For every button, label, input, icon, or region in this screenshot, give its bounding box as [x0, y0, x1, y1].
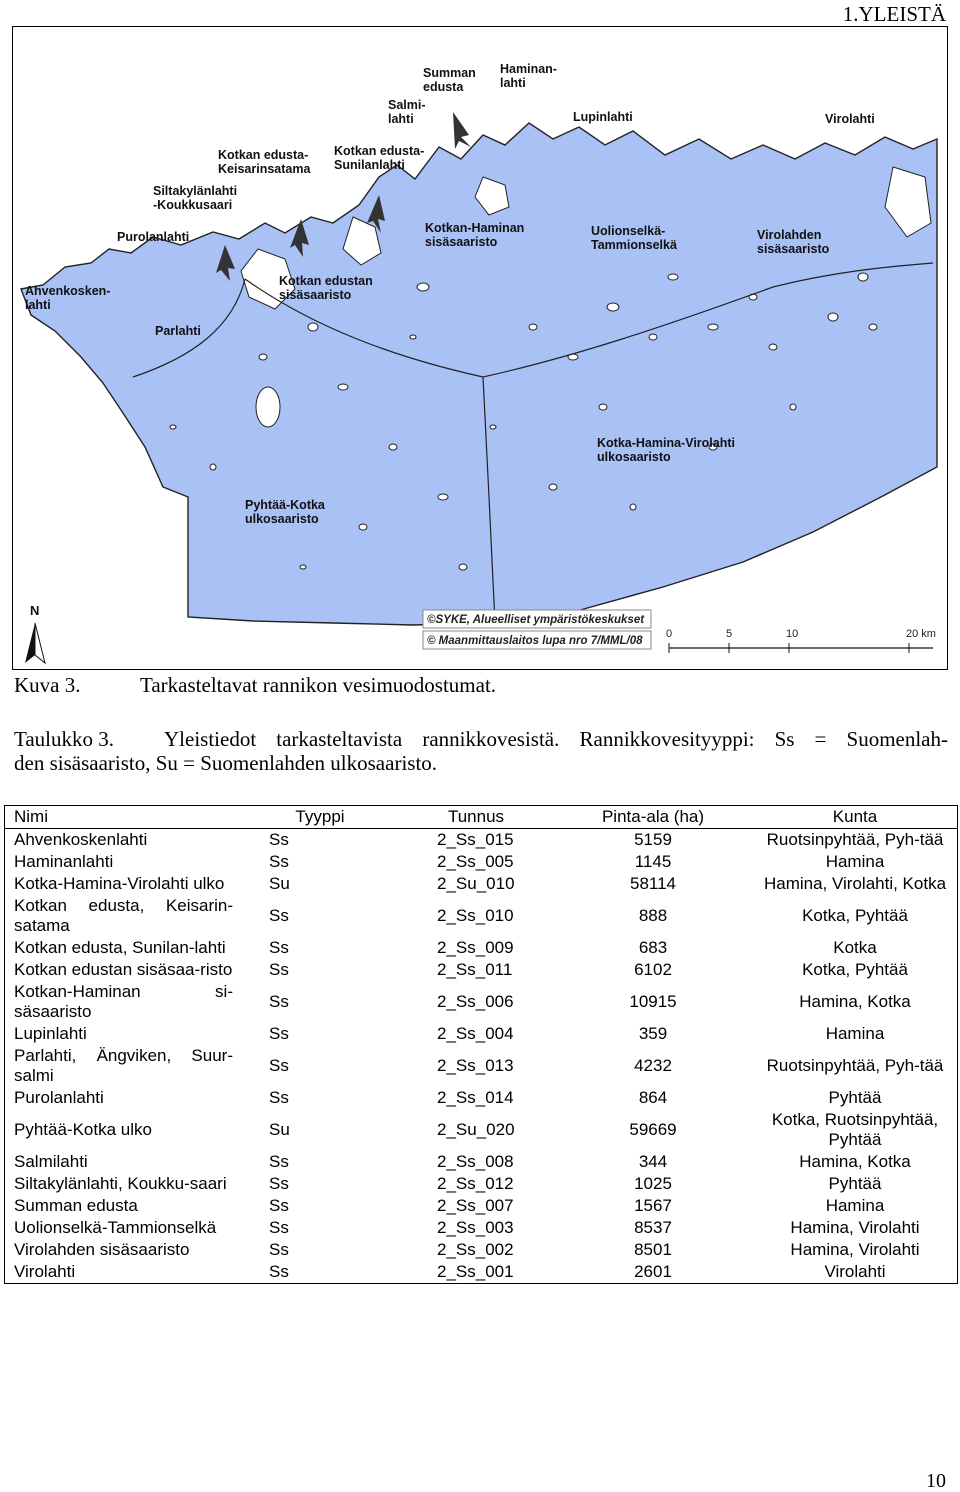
- map-label-line: Keisarinsatama: [218, 162, 311, 176]
- north-arrow-icon: [25, 603, 45, 663]
- map-label-line: Kotkan edustan: [279, 274, 373, 288]
- table-row: [5, 873, 957, 895]
- map-label-line: Purolanlahti: [117, 230, 190, 244]
- island: [256, 387, 280, 427]
- cell-area: 2601: [634, 1261, 672, 1281]
- island: [649, 334, 657, 340]
- cell-area: 864: [638, 1087, 668, 1107]
- island: [708, 324, 718, 330]
- cell-municipality: Ruotsinpyhtää, Pyh-tää: [766, 1055, 944, 1075]
- map-label-line: edusta: [423, 80, 464, 94]
- table-header-row: [5, 806, 957, 828]
- copyright-syke: ©SYKE, Alueelliset ympäristökeskukset: [427, 614, 645, 626]
- island: [410, 335, 416, 339]
- cell-code: 2_Ss_003: [437, 1217, 514, 1237]
- table-row: [5, 1087, 957, 1109]
- table-row: [5, 851, 957, 873]
- map-label-line: Parlahti: [155, 324, 201, 338]
- scale-label: 10: [786, 628, 799, 640]
- cell-code: 2_Ss_011: [437, 959, 513, 979]
- island: [668, 274, 678, 280]
- cell-municipality: Hamina: [825, 1195, 885, 1215]
- cell-municipality: Hamina, Virolahti: [790, 1239, 920, 1259]
- table-row: [5, 828, 957, 851]
- map-label-uolionselka: [591, 224, 677, 252]
- north-label: N: [30, 603, 40, 618]
- island: [417, 283, 429, 291]
- header-name: Nimi: [5, 806, 241, 828]
- cell-municipality: Hamina, Virolahti: [790, 1217, 920, 1237]
- cell-name: Siltakylänlahti, Koukku-saari: [14, 1173, 227, 1193]
- island: [828, 313, 838, 321]
- map-label-salmilahti: [388, 98, 426, 126]
- cell-name: Purolanlahti: [14, 1087, 104, 1107]
- cell-area: 5159: [634, 829, 672, 849]
- map-label-line: lahti: [500, 76, 526, 90]
- cell-name: Haminanlahti: [14, 851, 114, 871]
- map-label-kotkan-keisari: [218, 148, 311, 176]
- cell-code: 2_Ss_004: [437, 1023, 514, 1043]
- header-municipality: Kunta: [753, 806, 957, 828]
- cell-type: Su: [269, 1119, 290, 1139]
- cell-area: 59669: [629, 1119, 677, 1139]
- map-label-line: -Koukkusaari: [153, 198, 233, 212]
- scale-label: 20 km: [906, 628, 936, 640]
- cell-municipality: Hamina, Virolahti, Kotka: [763, 873, 947, 893]
- cell-municipality: Hamina: [825, 851, 885, 871]
- table-row: [5, 895, 957, 937]
- map-label-line: Kotkan edusta-: [334, 144, 425, 158]
- table-row: [5, 1045, 957, 1087]
- map-label-line: Kotkan edusta-: [218, 148, 309, 162]
- coastal-water-map: [12, 26, 948, 670]
- cell-municipality: Kotka, Pyhtää: [802, 959, 908, 979]
- cell-name: Virolahti: [14, 1261, 76, 1281]
- figure-label: Kuva 3.: [14, 673, 81, 697]
- cell-municipality: Pyhtää: [828, 1173, 882, 1193]
- cell-type: Ss: [269, 1239, 289, 1259]
- cell-type: Ss: [269, 1023, 289, 1043]
- cell-type: Ss: [269, 959, 289, 979]
- cell-area: 1145: [634, 851, 672, 871]
- cell-type: Ss: [269, 1261, 289, 1281]
- map-label-pyhtaa-kotka: [245, 498, 326, 526]
- cell-municipality: Kotka, Pyhtää: [802, 905, 908, 925]
- island: [300, 565, 306, 569]
- island: [389, 444, 397, 450]
- table-row: [5, 1261, 957, 1283]
- map-label-line: Lupinlahti: [573, 110, 633, 124]
- map-label-virolahden: [757, 228, 830, 256]
- table-row: [5, 1173, 957, 1195]
- island: [607, 303, 619, 311]
- island: [769, 344, 777, 350]
- cell-municipality: Hamina, Kotka: [799, 1151, 911, 1171]
- cell-name: Kotkan edusta, Keisarin-satama: [14, 895, 233, 935]
- island: [438, 494, 448, 500]
- map-label-line: sisäsaaristo: [279, 288, 352, 302]
- map-label-lupinlahti: [573, 110, 633, 124]
- header-code: Tunnus: [399, 806, 553, 828]
- cell-area: 8537: [634, 1217, 672, 1237]
- cell-type: Ss: [269, 905, 289, 925]
- cell-code: 2_Ss_007: [437, 1195, 514, 1215]
- map-label-line: Ahvenkosken-: [25, 284, 111, 298]
- cell-area: 8501: [634, 1239, 672, 1259]
- cell-area: 888: [638, 905, 668, 925]
- island: [210, 464, 216, 470]
- island: [529, 324, 537, 330]
- cell-area: 1567: [634, 1195, 672, 1215]
- map-label-purolanlahti: [117, 230, 189, 244]
- cell-name: Virolahden sisäsaaristo: [14, 1239, 190, 1259]
- map-label-line: Virolahden: [757, 228, 822, 242]
- map-label-line: sisäsaaristo: [425, 235, 498, 249]
- map-label-kotkan-sunila: [334, 144, 424, 172]
- cell-area: 344: [638, 1151, 668, 1171]
- map-label-line: Siltakylänlahti: [153, 184, 238, 198]
- scale-label: 0: [666, 628, 673, 640]
- island: [549, 484, 557, 490]
- island: [630, 504, 636, 510]
- cell-municipality: Pyhtää: [828, 1087, 882, 1107]
- cell-code: 2_Ss_014: [437, 1087, 514, 1107]
- cell-code: 2_Ss_008: [437, 1151, 514, 1171]
- island: [170, 425, 176, 429]
- copyright-mml: © Maanmittauslaitos lupa nro 7/MML/08: [427, 635, 643, 647]
- map-label-line: Summan: [423, 66, 476, 80]
- map-label-line: Pyhtää-Kotka: [245, 498, 325, 512]
- map-label-summan: [423, 66, 476, 94]
- cell-code: 2_Su_010: [437, 873, 515, 893]
- map-label-line: Kotka-Hamina-Virolahti: [597, 436, 735, 450]
- cell-name: Summan edusta: [14, 1195, 138, 1215]
- map-graphic: [13, 27, 948, 670]
- header-type: Tyyppi: [241, 806, 399, 828]
- map-label-siltakylanlahti: [153, 184, 237, 212]
- table-row: [5, 981, 957, 1023]
- cell-area: 6102: [634, 959, 672, 979]
- island: [338, 384, 348, 390]
- map-label-line: Haminan-: [500, 62, 557, 76]
- table-row: [5, 937, 957, 959]
- figure-text: Tarkasteltavat rannikon vesimuodostumat.: [140, 673, 497, 697]
- table-caption-line2: den sisäsaaristo, Su = Suomenlahden ulkosaaristo.: [14, 751, 438, 775]
- island: [599, 404, 607, 410]
- table-caption: [14, 727, 948, 775]
- water-bodies-table: [4, 805, 958, 1284]
- cell-code: 2_Ss_005: [437, 851, 514, 871]
- cell-type: Ss: [269, 1151, 289, 1171]
- map-label-line: lahti: [388, 112, 414, 126]
- header-area: Pinta-ala (ha): [553, 806, 753, 828]
- island: [869, 324, 877, 330]
- island: [259, 354, 267, 360]
- cell-municipality: Hamina: [825, 1023, 885, 1043]
- cell-code: 2_Ss_010: [437, 905, 514, 925]
- cell-name: Uolionselkä-Tammionselkä: [14, 1217, 217, 1237]
- table-row: [5, 1239, 957, 1261]
- cell-type: Ss: [269, 991, 289, 1011]
- cell-code: 2_Su_020: [437, 1119, 515, 1139]
- cell-code: 2_Ss_001: [437, 1261, 514, 1281]
- cell-type: Ss: [269, 1087, 289, 1107]
- cell-area: 4232: [634, 1055, 672, 1075]
- map-label-line: Tammionselkä: [591, 238, 677, 252]
- cell-type: Ss: [269, 937, 289, 957]
- cell-name: Kotkan-Haminan si-säsaaristo: [14, 981, 233, 1021]
- cell-type: Ss: [269, 851, 289, 871]
- table-row: [5, 1109, 957, 1151]
- page-number: 10: [926, 1470, 946, 1492]
- map-label-parlahti: [155, 324, 201, 338]
- cell-name: Salmilahti: [14, 1151, 88, 1171]
- cell-type: Ss: [269, 1217, 289, 1237]
- cell-name: Kotkan edusta, Sunilan-lahti: [14, 937, 226, 957]
- cell-name: Parlahti, Ängviken, Suur-salmi: [14, 1045, 233, 1085]
- cell-name: Kotka-Hamina-Virolahti ulko: [14, 873, 225, 893]
- map-label-haminanlahti: [500, 62, 557, 90]
- island: [308, 323, 318, 331]
- cell-code: 2_Ss_002: [437, 1239, 514, 1259]
- map-label-line: Uolionselkä-: [591, 224, 666, 238]
- cell-municipality: Kotka, Ruotsinpyhtää, Pyhtää: [771, 1109, 939, 1149]
- table-row: [5, 1023, 957, 1045]
- table-caption-line1: Yleistiedot tarkasteltavista rannikkovesistä. Rannikkovesityyppi: Ss = Suomenlah-: [164, 727, 948, 751]
- cell-municipality: Ruotsinpyhtää, Pyh-tää: [766, 829, 944, 849]
- cell-type: Ss: [269, 1055, 289, 1075]
- chapter-heading: 1.YLEISTÄ: [842, 2, 946, 26]
- cell-municipality: Hamina, Kotka: [799, 991, 911, 1011]
- cell-type: Su: [269, 873, 290, 893]
- cell-area: 10915: [629, 991, 677, 1011]
- table-row: [5, 1217, 957, 1239]
- cell-area: 683: [638, 937, 668, 957]
- cell-area: 1025: [634, 1173, 672, 1193]
- map-label-line: ulkosaaristo: [597, 450, 671, 464]
- cell-name: Lupinlahti: [14, 1023, 87, 1043]
- table-label: Taulukko 3.: [14, 727, 115, 751]
- cell-type: Ss: [269, 829, 289, 849]
- cell-municipality: Virolahti: [824, 1261, 886, 1281]
- island: [359, 524, 367, 530]
- island: [490, 425, 496, 429]
- island: [858, 273, 868, 281]
- cell-name: Ahvenkoskenlahti: [14, 829, 148, 849]
- map-label-line: Virolahti: [825, 112, 875, 126]
- table-row: [5, 1195, 957, 1217]
- cell-code: 2_Ss_006: [437, 991, 514, 1011]
- table-row: [5, 1151, 957, 1173]
- cell-municipality: Kotka: [833, 937, 877, 957]
- scale-label: 5: [726, 628, 733, 640]
- table-row: [5, 959, 957, 981]
- island: [459, 564, 467, 570]
- cell-area: 58114: [629, 873, 676, 893]
- copyright-box: [423, 610, 651, 649]
- scale-bar: [666, 628, 936, 653]
- cell-name: Kotkan edustan sisäsaa-risto: [14, 959, 233, 979]
- figure-caption: [14, 673, 496, 697]
- cell-code: 2_Ss_015: [437, 829, 514, 849]
- map-label-line: ulkosaaristo: [245, 512, 319, 526]
- cell-code: 2_Ss_009: [437, 937, 514, 957]
- map-label-line: lahti: [25, 298, 51, 312]
- cell-area: 359: [638, 1023, 668, 1043]
- island: [790, 404, 796, 410]
- map-label-virolahti: [825, 112, 875, 126]
- cell-type: Ss: [269, 1173, 289, 1193]
- map-label-line: Kotkan-Haminan: [425, 221, 525, 235]
- cell-name: Pyhtää-Kotka ulko: [14, 1119, 152, 1139]
- map-label-line: Salmi-: [388, 98, 426, 112]
- map-label-line: sisäsaaristo: [757, 242, 830, 256]
- cell-code: 2_Ss_013: [437, 1055, 514, 1075]
- cell-code: 2_Ss_012: [437, 1173, 514, 1193]
- cell-type: Ss: [269, 1195, 289, 1215]
- map-label-line: Sunilanlahti: [334, 158, 405, 172]
